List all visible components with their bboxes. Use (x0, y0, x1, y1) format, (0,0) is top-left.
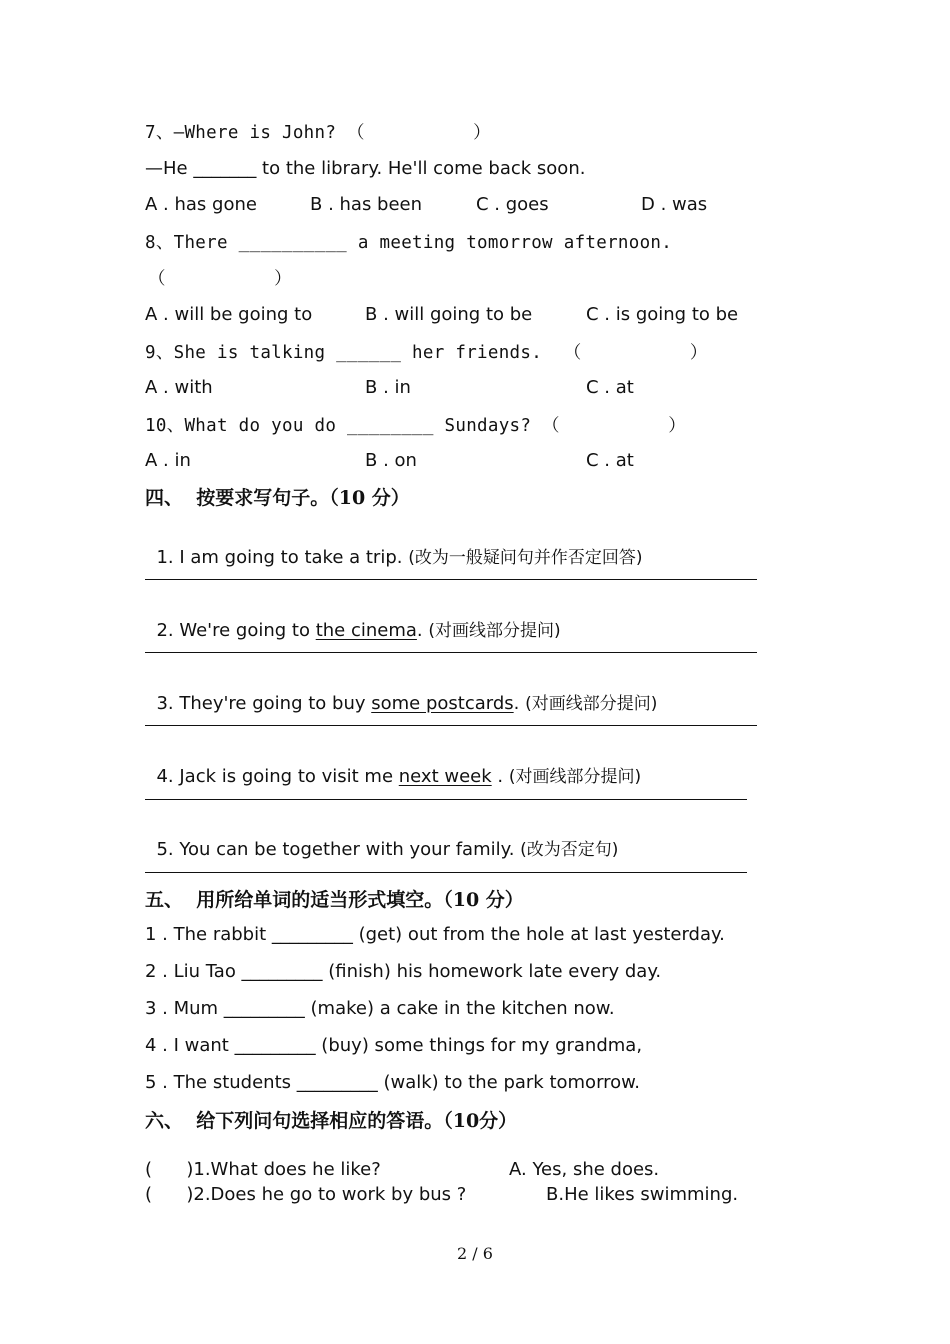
answer-line-1[interactable] (145, 579, 757, 580)
section5-item-4: 4 . I want _________ (buy) some things for my grandma, (145, 1035, 643, 1056)
section5-item-2: 2 . Liu Tao _________ (finish) his homework late every day. (145, 961, 662, 982)
item-instruction: (对画线部分提问) (508, 767, 642, 787)
section5-item-3: 3 . Mum _________ (make) a cake in the kitchen now. (145, 998, 615, 1019)
q8-option-c: C . is going to be (586, 304, 739, 325)
q7-option-d: D . was (641, 194, 708, 215)
section4-item-1 (145, 522, 642, 570)
item-instruction: (改为一般疑问句并作否定回答) (408, 548, 643, 568)
answer-line-2[interactable] (145, 652, 757, 653)
item-underlined: next week (398, 766, 492, 787)
section4-item-2 (145, 595, 561, 643)
section6-heading: 六、 给下列问句选择相应的答语。（10分） (145, 1110, 518, 1132)
q10-option-a: A . in (145, 450, 191, 471)
q9-option-a: A . with (145, 377, 213, 398)
item-text: 5. You can be together with your family. (156, 839, 521, 860)
answer-line-3[interactable] (145, 725, 757, 726)
q10-option-c: C . at (586, 450, 634, 471)
section6-answer-a: A. Yes, she does. (509, 1159, 660, 1180)
page-number: 2 / 6 (457, 1244, 493, 1263)
q8-stem: 8、There __________ a meeting tomorrow afternoon. (145, 233, 673, 253)
q7-option-a: A . has gone (145, 194, 257, 215)
section6-question-2: ( )2.Does he go to work by bus ? (145, 1184, 467, 1205)
q9-stem: 9、She is talking ______ her friends. （ ） (145, 343, 708, 363)
section6-answer-b: B.He likes swimming. (546, 1184, 739, 1205)
section6-question-1: ( )1.What does he like? (145, 1159, 381, 1180)
q7-dialog: —He _______ to the library. He'll come back soon. (145, 158, 586, 179)
item-underlined: the cinema (315, 620, 417, 641)
q7-option-b: B . has been (310, 194, 423, 215)
item-instruction: (改为否定句) (520, 840, 619, 860)
item-underlined: some postcards (371, 693, 514, 714)
q10-option-b: B . on (365, 450, 417, 471)
section5-heading: 五、 用所给单词的适当形式填空。（10 分） (145, 889, 524, 911)
answer-line-4[interactable] (145, 799, 747, 800)
item-text-end: . (513, 693, 526, 714)
section4-heading: 四、 按要求写句子。（10 分） (145, 487, 410, 509)
section4-item-4 (145, 741, 641, 789)
section5-item-5: 5 . The students _________ (walk) to the park tomorrow. (145, 1072, 640, 1093)
item-text: 3. They're going to buy (156, 693, 372, 714)
item-text-end: . (491, 766, 509, 787)
q8-option-a: A . will be going to (145, 304, 313, 325)
item-text: 4. Jack is going to visit me (156, 766, 399, 787)
q8-answer-paren: （ ） (148, 269, 292, 289)
item-instruction: (对画线部分提问) (525, 694, 658, 714)
q10-stem: 10、What do you do ________ Sundays? （ ） (145, 416, 687, 436)
q9-option-c: C . at (586, 377, 634, 398)
q7-option-c: C . goes (476, 194, 549, 215)
q9-option-b: B . in (365, 377, 411, 398)
item-instruction: (对画线部分提问) (428, 621, 561, 641)
item-text: 1. I am going to take a trip. (156, 547, 409, 568)
q7-stem: 7、—Where is John? （ ） (145, 123, 491, 143)
section4-item-5 (145, 814, 618, 862)
item-text-end: . (416, 620, 429, 641)
section4-item-3 (145, 668, 657, 716)
q8-option-b: B . will going to be (365, 304, 533, 325)
item-text: 2. We're going to (156, 620, 316, 641)
answer-line-5[interactable] (145, 872, 747, 873)
section5-item-1: 1 . The rabbit _________ (get) out from the hole at last yesterday. (145, 924, 725, 945)
